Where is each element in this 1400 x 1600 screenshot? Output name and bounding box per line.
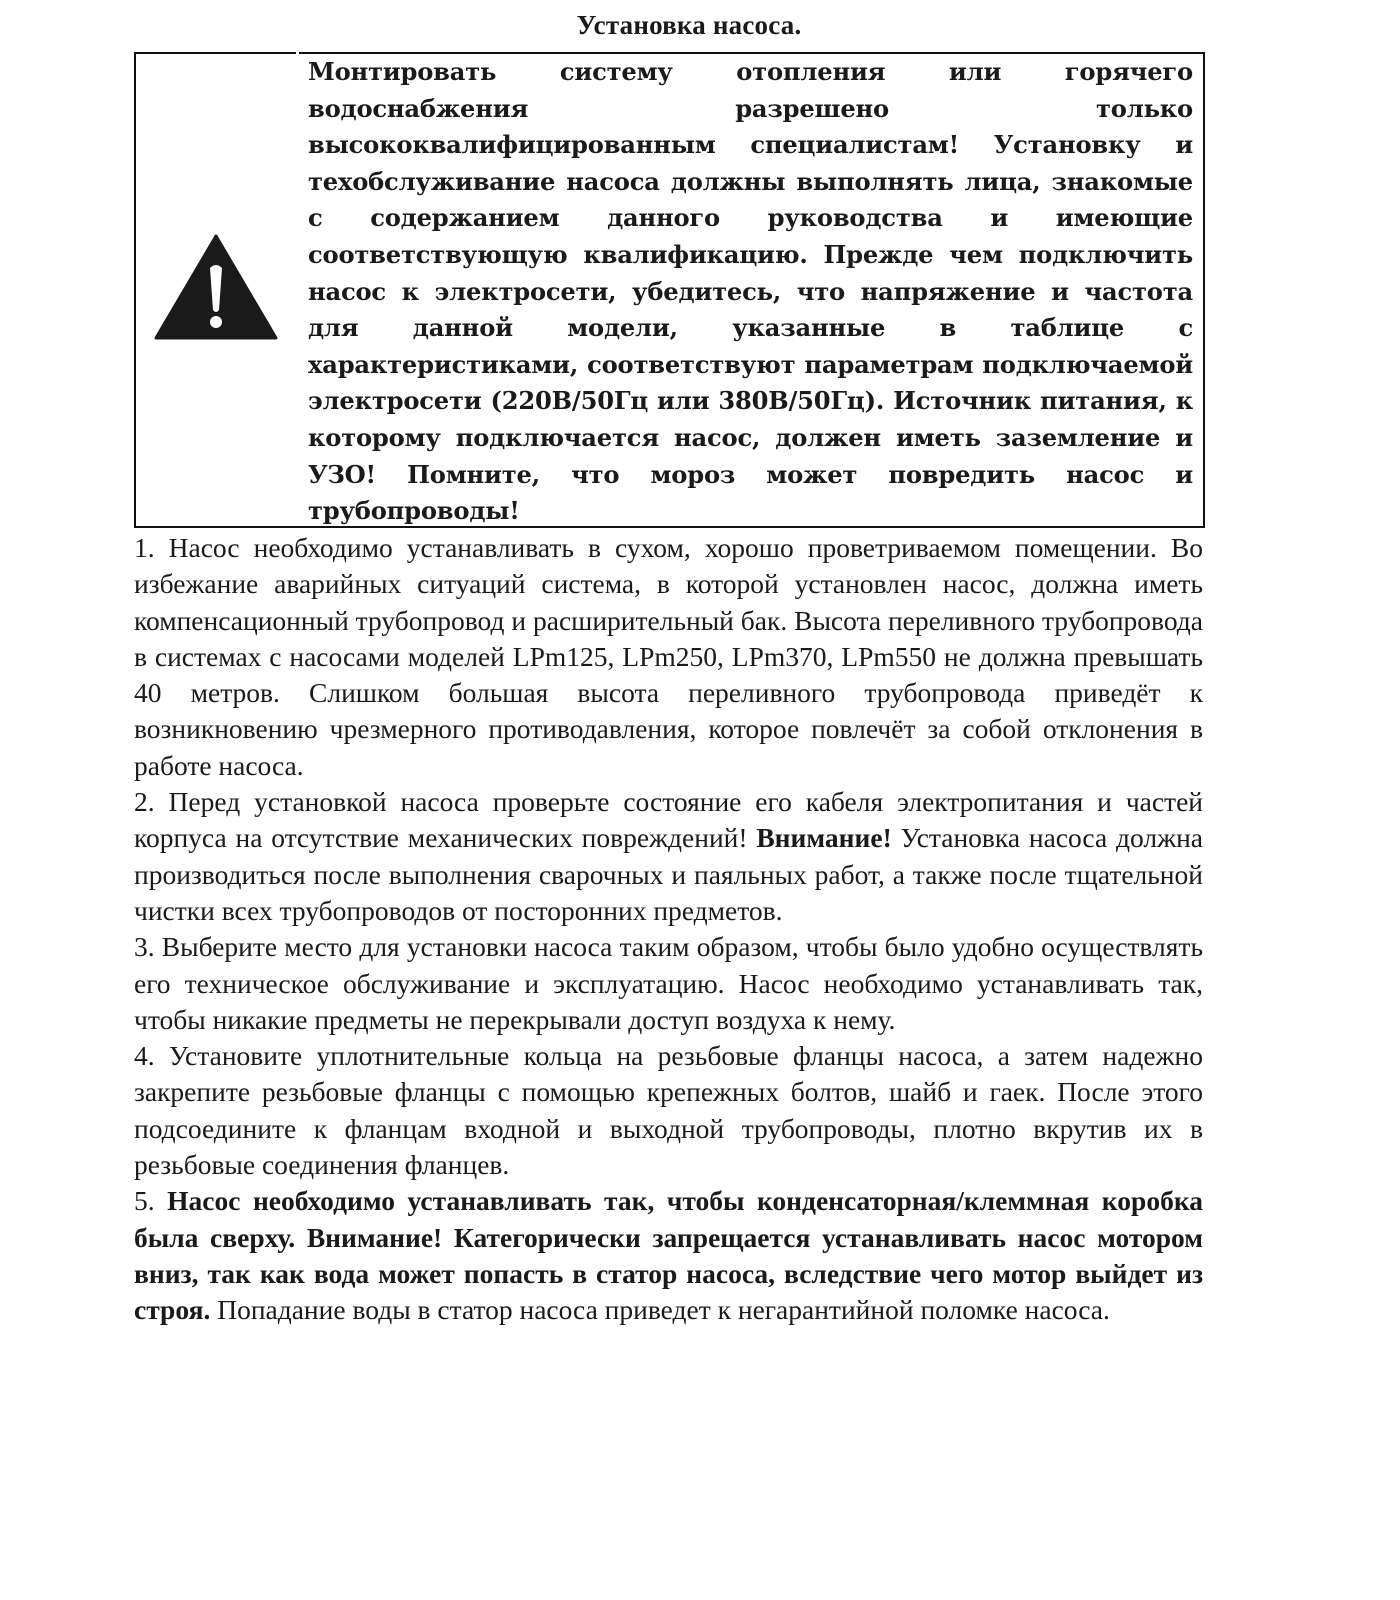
warning-box-border bbox=[136, 52, 296, 54]
instructions bbox=[134, 530, 1203, 1329]
instruction-paragraph-3: 3. Выберите место для установки насоса таким образом, чтобы было удобно осуществлять его техническое обслуживание и эксплуатацию. Насос необходимо устанавливать так, чтобы никакие предметы не перекрывали доступ воздуха к нему. bbox=[134, 931, 1203, 1035]
instruction-paragraph-1: 1. Насос необходимо устанавливать в сухом, хорошо проветриваемом помещении. Во избежание аварийных ситуаций система, в которой установлен насос, должна иметь компенсационный трубопровод и расширительный бак. Высота переливного трубопровода в системах с насосами моделей LPm125, LPm250, LPm370, LPm550 не должна превышать 40 метров. Слишком большая высота переливного трубопровода приведёт к возникновению чрезмерного противодавления, которое повлечёт за собой отклонения в работе насоса. bbox=[134, 532, 1203, 781]
warning-box bbox=[134, 52, 1205, 528]
instruction-paragraph-2 bbox=[134, 784, 1203, 929]
bold-warning-text: Насос необходимо устанавливать так, чтобы конденсаторная/клеммная коробка была сверху. Внимание! Категорически запрещается устанавливать насос мотором вниз, так как вода может попасть в статор насоса, вследствие чего мотор выйдет из строя. bbox=[134, 1185, 1204, 1326]
attention-label: Внимание! bbox=[756, 822, 892, 854]
paragraph-text: Установка насоса должна производиться после выполнения сварочных и паяльных работ, а также после тщательной чистки всех трубопроводов от посторонних предметов. bbox=[134, 822, 1203, 926]
instruction-paragraph-4: 4. Установите уплотнительные кольца на резьбовые фланцы насоса, а затем надежно закрепите резьбовые фланцы с помощью крепежных болтов, шайб и гаек. После этого подсоедините к фланцам входной и выходной трубопроводы, плотно вкрутив их в резьбовые соединения фланцев. bbox=[134, 1040, 1203, 1181]
warning-text: Монтировать систему отопления или горячего водоснабжения разрешено только высококвалифицированным специалистам! Установку и техобслуживание насоса должны выполнять лица, знакомые с содержанием данного руководства и имеющие соответствующую квалификацию. Прежде чем подключить насос к электросети, убедитесь, что напряжение и частота для данной модели, указанные в таблице с характеристиками, соответствуют параметрам подключаемой электросети (220В/50Гц или 380В/50Гц). Источник питания, к которому подключается насос, должен иметь заземление и УЗО! Помните, что мороз может повредить насос и трубопроводы! bbox=[308, 57, 1193, 526]
paragraph-text: Попадание воды в статор насоса приведет к негарантийной поломке насоса. bbox=[210, 1294, 1110, 1326]
warning-triangle-icon bbox=[154, 234, 278, 340]
paragraph-text: 2. Перед установкой насоса проверьте состояние его кабеля электропитания и частей корпуса на отсутствие механических повреждений! bbox=[134, 786, 1203, 854]
instruction-paragraph-5 bbox=[134, 1183, 1203, 1328]
page-title: Установка насоса. bbox=[576, 10, 802, 40]
paragraph-number: 5. bbox=[134, 1185, 155, 1217]
